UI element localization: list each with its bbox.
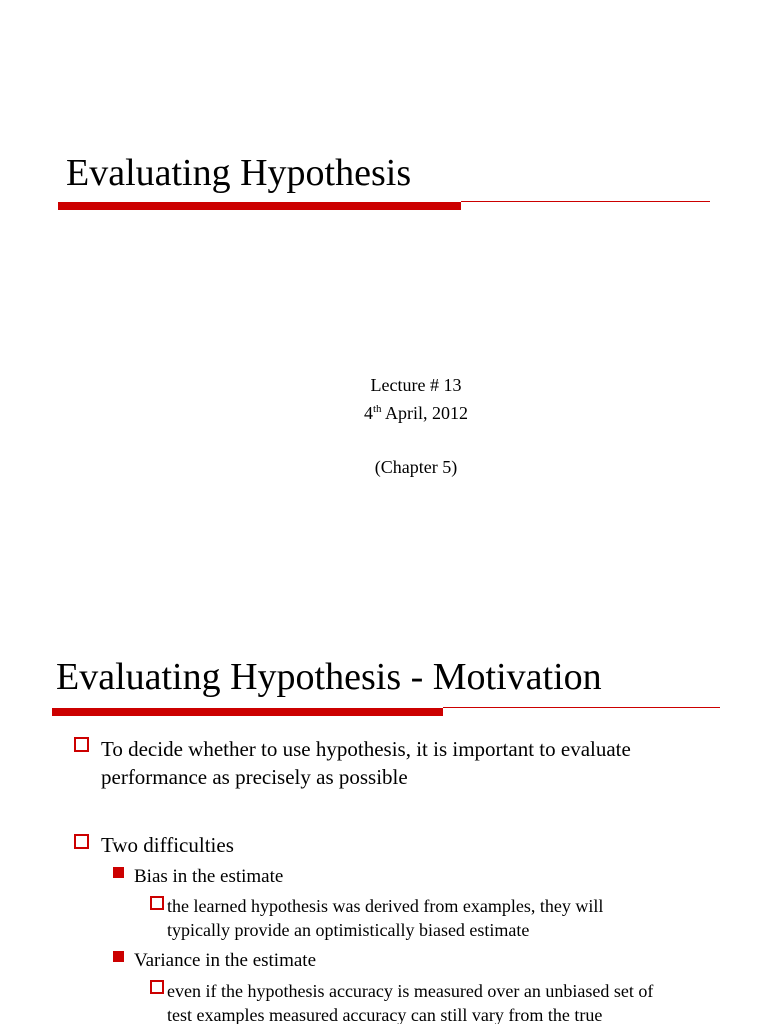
date-suffix: th — [372, 403, 382, 415]
date-rest: April, 2012 — [381, 403, 469, 423]
lecture-date — [0, 404, 768, 422]
bullet-line: To decide whether to use hypothesis, it is important to evaluate — [101, 737, 631, 761]
sub-sub-bullet-item — [167, 894, 727, 942]
chapter-reference: (Chapter 5) — [374, 457, 458, 477]
title-underline-thin — [443, 707, 720, 708]
slide-title: Evaluating Hypothesis - Motivation — [56, 656, 602, 698]
slide-title: Evaluating Hypothesis — [66, 152, 412, 194]
lecture-number: Lecture # 13 — [370, 375, 462, 395]
bullet-line: even if the hypothesis accuracy is measured over an unbiased set of — [167, 981, 654, 1001]
bullet-item — [101, 735, 701, 791]
hollow-square-bullet-icon — [150, 980, 164, 994]
sub-sub-bullet-item — [167, 979, 727, 1024]
bullet-text: Two difficulties — [101, 833, 234, 857]
content-slide — [0, 576, 768, 1024]
filled-square-bullet-icon — [113, 951, 124, 962]
date-day: 4 — [363, 403, 373, 423]
title-underline-thin — [461, 201, 710, 202]
sub-bullet-item: Bias in the estimate — [134, 866, 284, 887]
bullet-line: typically provide an optimistically biased estimate — [167, 920, 530, 940]
title-underline-thick — [58, 202, 461, 210]
hollow-square-bullet-icon — [74, 737, 89, 752]
title-underline-thick — [52, 708, 443, 716]
sub-bullet-item: Variance in the estimate — [134, 950, 317, 971]
bullet-line: test examples measured accuracy can still vary from the true — [167, 1005, 603, 1024]
bullet-item — [101, 831, 701, 859]
hollow-square-bullet-icon — [74, 834, 89, 849]
hollow-square-bullet-icon — [150, 896, 164, 910]
filled-square-bullet-icon — [113, 867, 124, 878]
bullet-line: the learned hypothesis was derived from examples, they will — [167, 896, 604, 916]
bullet-line: performance as precisely as possible — [101, 765, 408, 789]
